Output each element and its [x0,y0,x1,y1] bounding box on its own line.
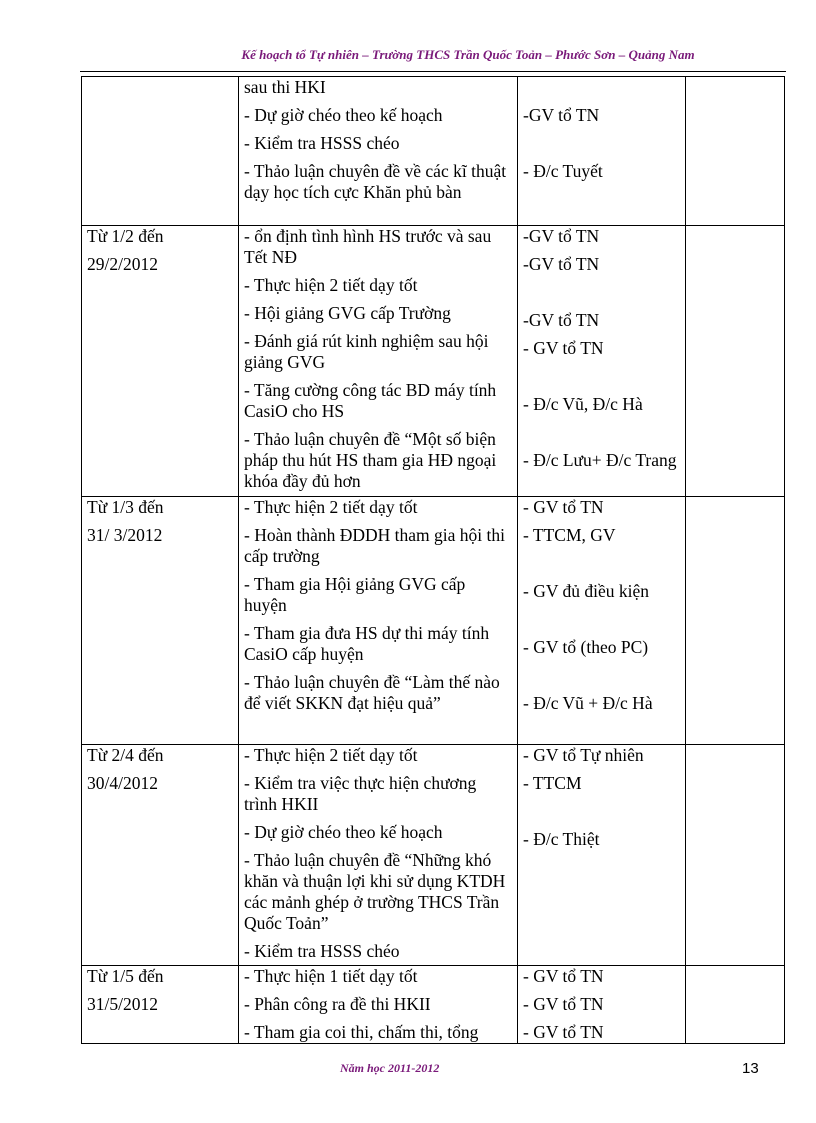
period-start: Từ 2/4 đến [87,745,164,765]
plan-table [81,76,785,1044]
tasks-cell [239,497,518,745]
task-item: - Hoàn thành ĐDDH tham gia hội thi cấp trường [244,525,505,566]
table-row [82,497,785,745]
task-item: - ổn định tình hình HS trước và sau Tết NĐ [244,226,492,267]
notes-cell [686,745,785,966]
task-item: - Kiểm tra việc thực hiện chương trình HKII [244,773,477,814]
person-item: - GV tổ Tự nhiên [523,745,644,765]
person-item: - GV tổ TN [523,497,604,517]
period-start: Từ 1/2 đến [87,226,164,246]
period-start: Từ 1/3 đến [87,497,164,517]
task-item: - Thảo luận chuyên đề “Những khó khăn và thuận lợi khi sử dụng KTDH các mảnh ghép ở trường THCS Trần Quốc Toản” [244,850,506,933]
table-row [82,966,785,1044]
persons-cell [518,226,686,497]
task-item: - Thực hiện 1 tiết dạy tốt [244,966,418,986]
person-item: - Đ/c Vũ + Đ/c Hà [523,693,653,713]
period-end: 29/2/2012 [87,254,158,274]
person-item: - GV tổ TN [523,1022,604,1042]
notes-cell [686,966,785,1044]
task-item: - Kiểm tra HSSS chéo [244,941,400,961]
period-cell [82,497,239,745]
person-item: - GV tổ TN [523,994,604,1014]
persons-cell [518,77,686,226]
person-item: - GV tổ TN [523,338,604,358]
person-item: - TTCM [523,773,582,793]
period-start: Từ 1/5 đến [87,966,164,986]
period-cell [82,966,239,1044]
person-item: - Đ/c Tuyết [523,161,603,181]
person-item: -GV tổ TN [523,105,600,125]
tasks-cell [239,77,518,226]
task-item: - Đánh giá rút kinh nghiệm sau hội giảng GVG [244,331,489,372]
task-item: - Tham gia coi thi, chấm thi, tổng [244,1022,479,1042]
header-title: Kế hoạch tổ Tự nhiên – Trường THCS Trần Quốc Toản – Phước Sơn – Quảng Nam [241,47,695,62]
header-rule [80,71,786,72]
person-item: - GV đủ điều kiện [523,581,650,601]
page-number: 13 [742,1060,759,1077]
period-cell [82,226,239,497]
period-end: 31/ 3/2012 [87,525,163,545]
person-item: -GV tổ TN [523,254,600,274]
persons-cell [518,966,686,1044]
task-item: - Thực hiện 2 tiết dạy tốt [244,497,418,517]
task-item: - Tham gia đưa HS dự thi máy tính CasiO cấp huyện [244,623,490,664]
page-header [80,47,786,65]
task-item: - Tham gia Hội giảng GVG cấp huyện [244,574,466,615]
tasks-cell [239,966,518,1044]
task-item: - Thảo luận chuyên đề “Làm thế nào để viết SKKN đạt hiệu quả” [244,672,500,713]
persons-cell [518,497,686,745]
period-cell [82,745,239,966]
task-item: - Hội giảng GVG cấp Trường [244,303,451,323]
notes-cell [686,497,785,745]
task-item: - Dự giờ chéo theo kế hoạch [244,822,443,842]
person-item: - TTCM, GV [523,525,616,545]
person-item: - Đ/c Lưu+ Đ/c Trang [523,450,677,470]
tasks-cell [239,745,518,966]
notes-cell [686,226,785,497]
task-item: - Phân công ra đề thi HKII [244,994,431,1014]
table-row [82,745,785,966]
person-item: - Đ/c Thiệt [523,829,600,849]
task-item: - Thực hiện 2 tiết dạy tốt [244,275,418,295]
persons-cell [518,745,686,966]
task-item: - Thảo luận chuyên đề về các kĩ thuật dạy học tích cực Khăn phủ bàn [244,161,507,202]
task-item: sau thi HKI [244,77,326,97]
person-item: - GV tổ (theo PC) [523,637,649,657]
notes-cell [686,77,785,226]
person-item: - GV tổ TN [523,966,604,986]
person-item: - Đ/c Vũ, Đ/c Hà [523,394,643,414]
task-item: - Kiểm tra HSSS chéo [244,133,400,153]
table-row [82,226,785,497]
task-item: - Thực hiện 2 tiết dạy tốt [244,745,418,765]
task-item: - Tăng cường công tác BD máy tính CasiO cho HS [244,380,497,421]
task-item: - Dự giờ chéo theo kế hoạch [244,105,443,125]
tasks-cell [239,226,518,497]
footer-school-year: Năm học 2011-2012 [340,1061,440,1075]
period-cell [82,77,239,226]
task-item: - Thảo luận chuyên đề “Một số biện pháp thu hút HS tham gia HĐ ngoại khóa đầy đủ hơn [244,429,497,491]
period-end: 30/4/2012 [87,773,158,793]
period-end: 31/5/2012 [87,994,158,1014]
table-row [82,77,785,226]
person-item: -GV tổ TN [523,310,600,330]
person-item: -GV tổ TN [523,226,600,246]
